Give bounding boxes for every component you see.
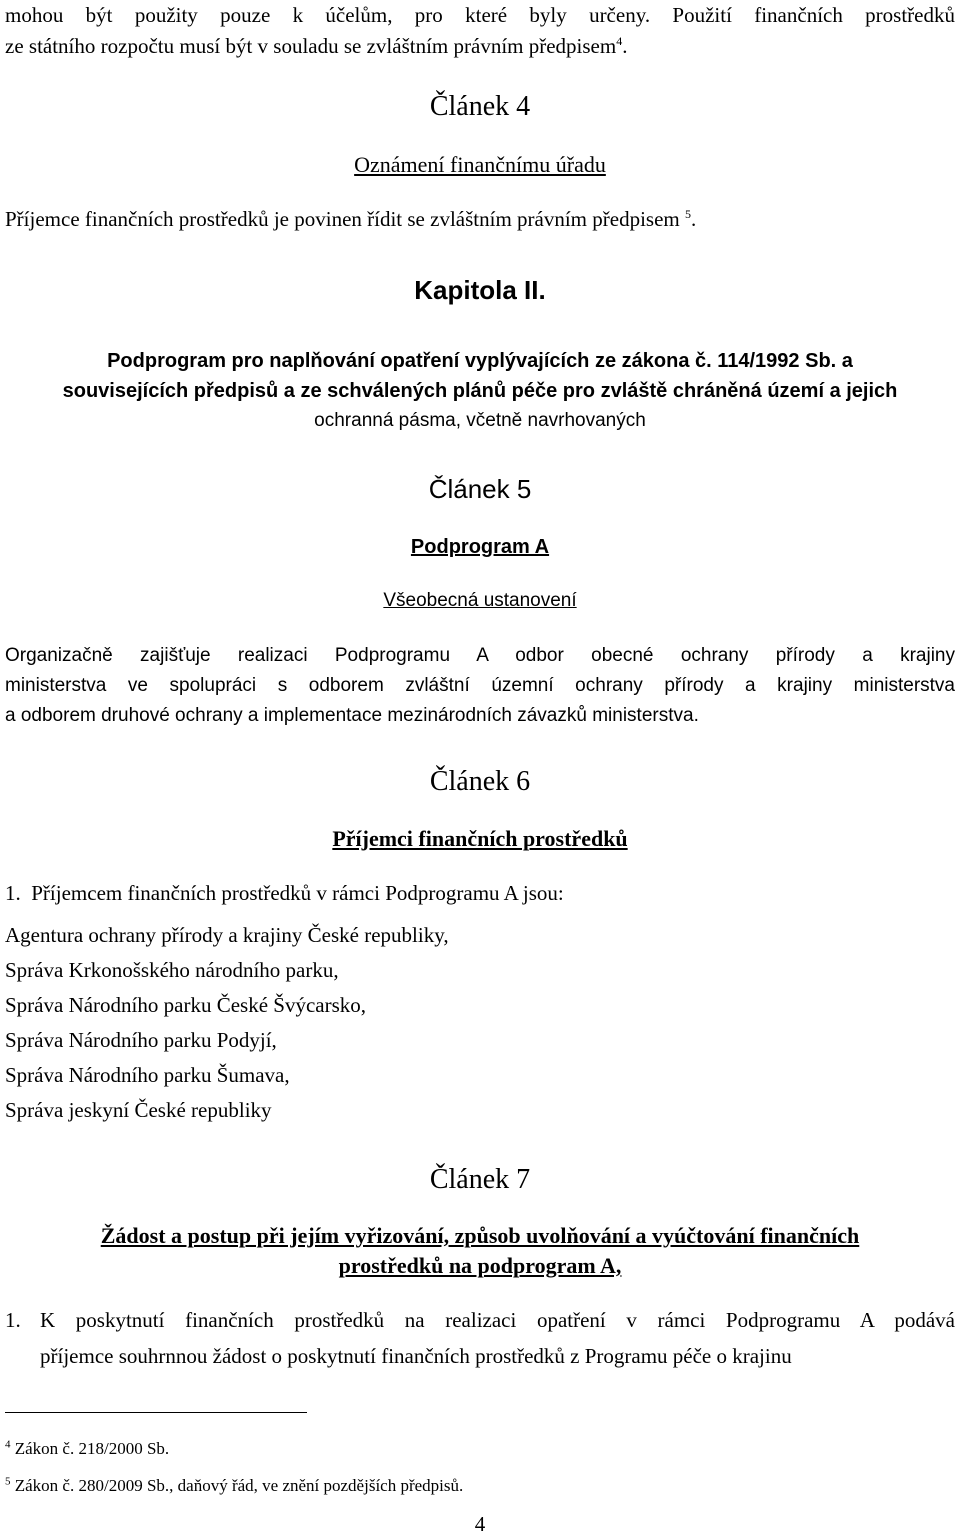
article-7-heading: Článek 7 (429, 1164, 531, 1195)
article-5-subheading-1: Podprogram A (410, 536, 550, 558)
article-7-subheading-line-2: prostředků na podprogram A, (338, 1253, 622, 1278)
intro-line-2: ze státního rozpočtu musí být v souladu se zvláštním právním předpisem$^4$. (5, 34, 628, 58)
article-7-point-1 (5, 1302, 955, 1374)
footnote-ref-4: 4 (616, 34, 623, 48)
article-6-heading: Článek 6 (429, 766, 531, 797)
intro-line-1: mohou být použity pouze k účelům, pro které byly určeny. Použití finančních prostředků (5, 3, 955, 27)
article-5-subheading-2: Všeobecná ustanovení (383, 590, 577, 611)
recipient-item: Agentura ochrany přírody a krajiny České republiky, (5, 923, 449, 947)
recipient-item: Správa Krkonošského národního parku, (5, 958, 339, 982)
chapter-title-line-1: Podprogram pro naplňování opatření vyplývajících ze zákona č. 114/1992 Sb. a (107, 350, 853, 372)
footnote-separator (5, 1412, 307, 1413)
article-6-point-1: 1. Příjemcem finančních prostředků v rámci Podprogramu A jsou: (5, 881, 564, 905)
article-7-subheading-line-1: Žádost a postup při jejím vyřizování, způsob uvolňování a vyúčtování finančních (100, 1223, 860, 1248)
chapter-title-line-3: ochranná pásma, včetně navrhovaných (314, 410, 646, 431)
article-7-point-line-1: K poskytnutí finančních prostředků na realizaci opatření v rámci Podprogramu A podává (40, 1308, 955, 1332)
article-4-text: Příjemce finančních prostředků je povinen řídit se zvláštním právním předpisem $^5$. (5, 207, 697, 231)
recipient-item: Správa jeskyní České republiky (5, 1098, 272, 1122)
point-number: 1. (5, 1308, 21, 1332)
article-5-heading: Článek 5 (428, 474, 532, 504)
intro-paragraph (5, 0, 955, 62)
footnote-5: $^5$ Zákon č. 280/2009 Sb., daňový řád, ve znění pozdějších předpisů. (5, 1475, 464, 1495)
recipient-item: Správa Národního parku Podyjí, (5, 1028, 277, 1052)
article-5-paragraph (5, 641, 955, 731)
footnote-ref-5: 5 (685, 207, 691, 221)
article-5-line-1: Organizačně zajišťuje realizaci Podprogramu A odbor obecné ochrany přírody a krajiny (5, 645, 955, 666)
footnote-4: $^4$ Zákon č. 218/2000 Sb. (5, 1438, 170, 1458)
article-6-subheading: Příjemci finančních prostředků (332, 826, 628, 851)
article-4-subheading: Oznámení finančnímu úřadu (354, 152, 606, 177)
article-5-line-3: a odborem druhové ochrany a implementace mezinárodních závazků ministerstva. (5, 705, 699, 726)
page-number: 4 (474, 1512, 486, 1536)
chapter-title-line-2: souvisejících předpisů a ze schválených plánů péče pro zvláště chráněná území a jejich (62, 380, 898, 402)
chapter-heading: Kapitola II. (414, 275, 546, 305)
article-7-point-line-2: příjemce souhrnnou žádost o poskytnutí finančních prostředků z Programu péče o krajinu (40, 1344, 792, 1368)
article-5-line-2: ministerstva ve spolupráci s odborem zvláštní územní ochrany přírody a krajiny ministerstva (5, 675, 955, 696)
article-4-heading: Článek 4 (429, 91, 531, 122)
recipient-item: Správa Národního parku Šumava, (5, 1063, 290, 1087)
recipient-item: Správa Národního parku České Švýcarsko, (5, 993, 366, 1017)
